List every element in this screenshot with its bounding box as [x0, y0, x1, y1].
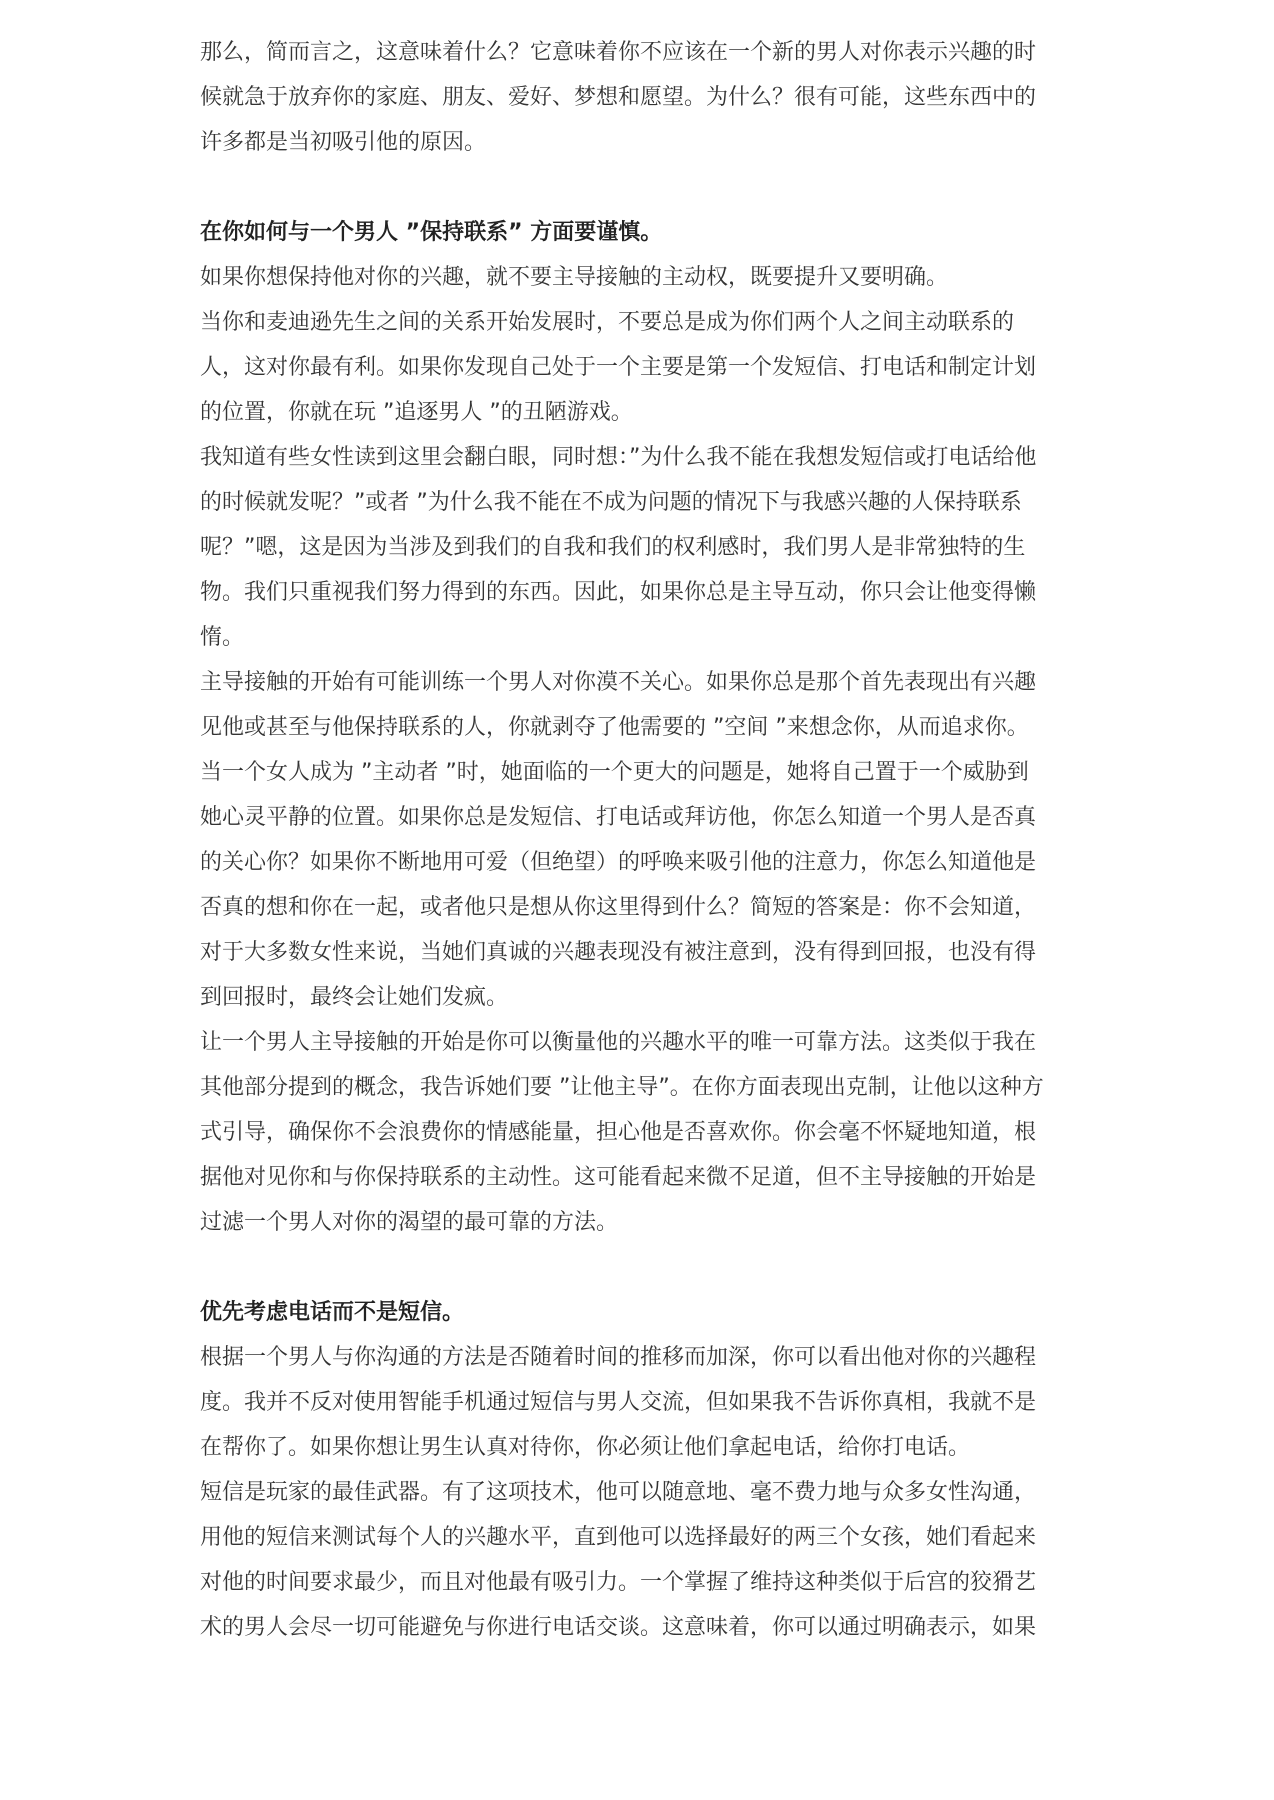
- paragraph-line: 其他部分提到的概念，我告诉她们要 ”让他主导”。在你方面表现出克制，让他以这种方: [200, 1075, 1044, 1100]
- paragraph-line: 当一个女人成为 ”主动者 ”时，她面临的一个更大的问题是，她将自己置于一个威胁到: [200, 760, 1029, 785]
- paragraph-line: 根据一个男人与你沟通的方法是否随着时间的推移而加深，你可以看出他对你的兴趣程: [200, 1345, 1037, 1370]
- document-page: [200, 30, 1080, 1650]
- paragraph: [200, 1335, 1080, 1470]
- paragraph: [200, 750, 1080, 1020]
- paragraph-line: 到回报时，最终会让她们发疯。: [200, 985, 509, 1010]
- paragraph: [200, 1020, 1080, 1245]
- paragraph-line: 如果你想保持他对你的兴趣，就不要主导接触的主动权，既要提升又要明确。: [200, 265, 949, 290]
- paragraph-line: 呢？”嗯，这是因为当涉及到我们的自我和我们的权利感时，我们男人是非常独特的生: [200, 535, 1026, 560]
- paragraph-line: 对于大多数女性来说，当她们真诚的兴趣表现没有被注意到，没有得到回报，也没有得: [200, 940, 1037, 965]
- paragraph-line: 否真的想和你在一起，或者他只是想从你这里得到什么？简短的答案是：你不会知道，: [200, 895, 1037, 920]
- paragraph-spacer: [200, 1245, 1080, 1290]
- paragraph-line: 她心灵平静的位置。如果你总是发短信、打电话或拜访他，你怎么知道一个男人是否真: [200, 805, 1037, 830]
- paragraph-line: 主导接触的开始有可能训练一个男人对你漠不关心。如果你总是那个首先表现出有兴趣: [200, 670, 1037, 695]
- heading-text: 在你如何与一个男人 ”保持联系” 方面要谨慎。: [200, 220, 663, 245]
- paragraph-line: 惰。: [200, 625, 245, 650]
- paragraph-line: 在帮你了。如果你想让男生认真对待你，你必须让他们拿起电话，给你打电话。: [200, 1435, 971, 1460]
- paragraph-line: 对他的时间要求最少，而且对他最有吸引力。一个掌握了维持这种类似于后宫的狡猾艺: [200, 1570, 1037, 1595]
- paragraph: [200, 30, 1080, 165]
- paragraph-line: 那么，简而言之，这意味着什么？它意味着你不应该在一个新的男人对你表示兴趣的时: [200, 40, 1037, 65]
- paragraph-line: 许多都是当初吸引他的原因。: [200, 130, 487, 155]
- paragraph: [200, 435, 1080, 660]
- paragraph-line: 的关心你？如果你不断地用可爱（但绝望）的呼唤来吸引他的注意力，你怎么知道他是: [200, 850, 1037, 875]
- paragraph-line: 我知道有些女性读到这里会翻白眼，同时想：”为什么我不能在我想发短信或打电话给他: [200, 445, 1037, 470]
- paragraph-line: 短信是玩家的最佳武器。有了这项技术，他可以随意地、毫不费力地与众多女性沟通，: [200, 1480, 1037, 1505]
- paragraph-line: 据他对见你和与你保持联系的主动性。这可能看起来微不足道，但不主导接触的开始是: [200, 1165, 1037, 1190]
- paragraph: [200, 255, 1080, 300]
- paragraph-line: 式引导，确保你不会浪费你的情感能量，担心他是否喜欢你。你会毫不怀疑地知道，根: [200, 1120, 1037, 1145]
- section-heading: [200, 210, 1080, 255]
- paragraph-line: 术的男人会尽一切可能避免与你进行电话交谈。这意味着，你可以通过明确表示，如果: [200, 1615, 1037, 1640]
- paragraph: [200, 660, 1080, 750]
- paragraph-line: 物。我们只重视我们努力得到的东西。因此，如果你总是主导互动，你只会让他变得懒: [200, 580, 1037, 605]
- paragraph-line: 的位置，你就在玩 ”追逐男人 ”的丑陋游戏。: [200, 400, 633, 425]
- section-heading: [200, 1290, 1080, 1335]
- paragraph: [200, 1470, 1080, 1650]
- heading-text: 优先考虑电话而不是短信。: [200, 1300, 465, 1325]
- paragraph-line: 的时候就发呢？”或者 ”为什么我不能在不成为问题的情况下与我感兴趣的人保持联系: [200, 490, 1022, 515]
- paragraph-spacer: [200, 165, 1080, 210]
- paragraph: [200, 300, 1080, 435]
- paragraph-line: 候就急于放弃你的家庭、朋友、爱好、梦想和愿望。为什么？很有可能，这些东西中的: [200, 85, 1037, 110]
- paragraph-line: 人，这对你最有利。如果你发现自己处于一个主要是第一个发短信、打电话和制定计划: [200, 355, 1037, 380]
- paragraph-line: 用他的短信来测试每个人的兴趣水平，直到他可以选择最好的两三个女孩，她们看起来: [200, 1525, 1037, 1550]
- paragraph-line: 过滤一个男人对你的渴望的最可靠的方法。: [200, 1210, 619, 1235]
- paragraph-line: 见他或甚至与他保持联系的人，你就剥夺了他需要的 ”空间 ”来想念你，从而追求你。: [200, 715, 1029, 740]
- paragraph-line: 让一个男人主导接触的开始是你可以衡量他的兴趣水平的唯一可靠方法。这类似于我在: [200, 1030, 1037, 1055]
- paragraph-line: 当你和麦迪逊先生之间的关系开始发展时，不要总是成为你们两个人之间主动联系的: [200, 310, 1015, 335]
- paragraph-line: 度。我并不反对使用智能手机通过短信与男人交流，但如果我不告诉你真相，我就不是: [200, 1390, 1037, 1415]
